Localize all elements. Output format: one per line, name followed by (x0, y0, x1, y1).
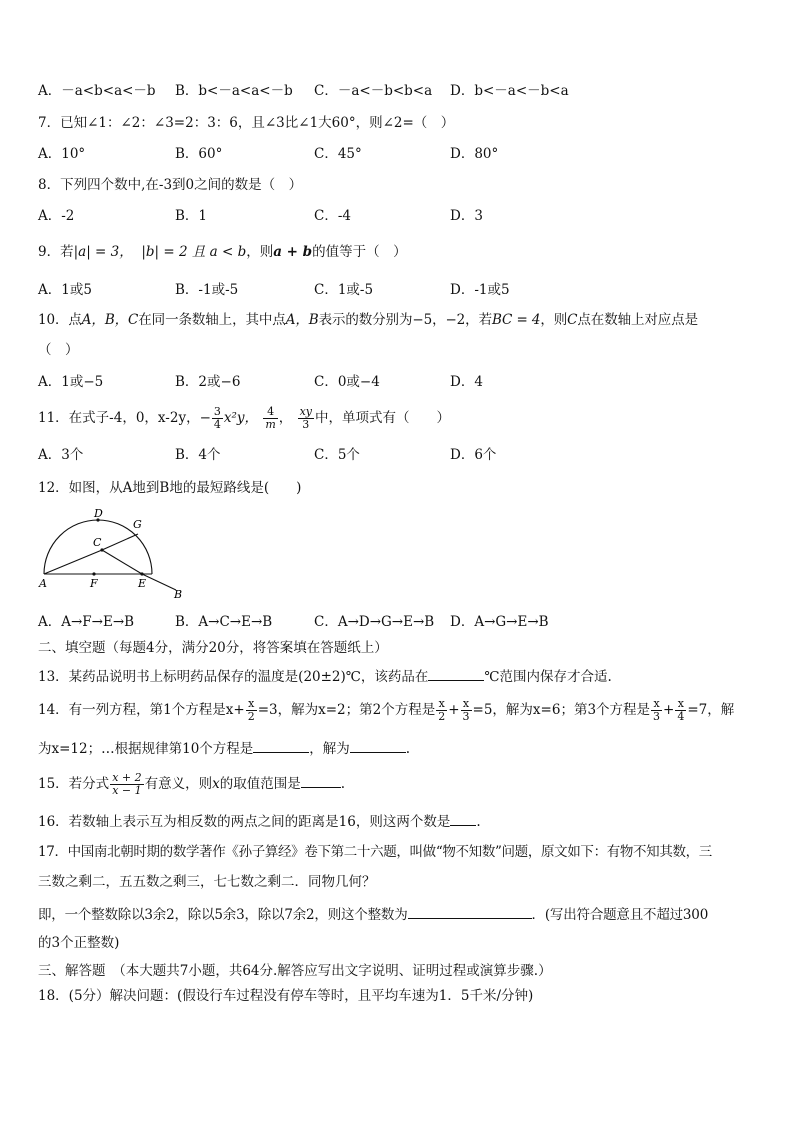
q15-text-d: . (340, 776, 346, 792)
q17-answer-blank[interactable] (408, 904, 532, 919)
q14-frac-5 (675, 698, 686, 723)
section-2-heading: 二、填空题（每题4分，满分20分，将答案填在答题纸上） (38, 640, 388, 656)
q11-option-b: B．4个 (175, 447, 221, 463)
q12-option-c: C．A→D→G→E→B (314, 614, 435, 630)
q15-text-b: 有意义，则 (144, 776, 213, 792)
q11-option-a: A．3个 (38, 447, 84, 463)
q10-stem (38, 311, 698, 329)
q10-stem-e: 点在数轴上对应点是 (577, 312, 699, 328)
q14-frac-4 (651, 698, 662, 723)
q10-stem-c: 表示的数分别为−5，−2，若 (318, 312, 492, 328)
label-a: A (39, 577, 47, 590)
q9-prefix: 9．若 (38, 244, 74, 260)
q15-answer-blank[interactable] (301, 773, 341, 788)
q7-stem: 7．已知∠1：∠2：∠3=2：3：6，且∠3比∠1大60°，则∠2=（ ） (38, 115, 455, 131)
q12-stem: 12．如图，从A地到B地的最短路线是( ) (38, 480, 302, 496)
q10-option-b: B．2或−6 (175, 374, 241, 390)
q13-text-b: ℃范围内保存才合适. (484, 669, 612, 685)
q8-option-b: B．1 (175, 208, 208, 224)
q14-solution-blank[interactable] (350, 738, 406, 753)
label-b: B (174, 588, 183, 601)
q6-option-a: A．－a<b<a<－b (38, 83, 156, 99)
q14-text-b: =3，解为x=2；第2个方程是 (257, 702, 436, 718)
q14-f3-num: x (461, 698, 472, 711)
q8-option-c: C．-4 (314, 208, 351, 224)
label-g: G (133, 518, 142, 531)
q14-line2-b: ，解为 (309, 741, 350, 757)
q14-plus-1: + (448, 702, 460, 718)
label-c: C (93, 536, 102, 549)
q11-frac1-den: 4 (213, 418, 221, 431)
segment-ac (44, 550, 102, 574)
q8-option-a: A．-2 (38, 208, 75, 224)
q9-option-a: A．1或5 (38, 282, 92, 298)
q14-line1 (38, 694, 734, 726)
q14-text-a: 14．有一列方程，第1个方程是x+ (38, 702, 245, 718)
q9-middle: ，则 (246, 244, 274, 260)
q7-option-b: B．60° (175, 146, 223, 162)
q11-frac1-tail: x²y， (223, 410, 259, 426)
q8-option-d: D．3 (450, 208, 483, 224)
q7-option-c: C．45° (314, 146, 362, 162)
q15-fraction (110, 772, 143, 797)
q11-frac1-num: 3 (213, 405, 221, 418)
q14-text-d: =7，解 (687, 702, 735, 718)
q10-option-d: D．4 (450, 374, 483, 390)
q15-num: x + 2 (112, 771, 142, 784)
q17-line2: 三数之剩二，五五数之剩三，七七数之剩二．同物几何？ (38, 874, 376, 890)
q9-abs-b: |b| = 2 且 a < b (141, 244, 247, 260)
label-f: F (90, 577, 98, 590)
q10-condition: BC = 4 (491, 312, 541, 328)
q15-stem (38, 766, 345, 802)
q14-plus-2: + (663, 702, 675, 718)
q14-f5-den: 4 (677, 710, 685, 723)
q14-frac-1 (246, 698, 257, 723)
q11-option-d: D．6个 (450, 447, 497, 463)
q14-f4-den: 3 (653, 710, 661, 723)
q17-line3 (38, 904, 708, 924)
q14-f5-num: x (675, 698, 686, 711)
q16-text-a: 16．若数轴上表示互为相反数的两点之间的距离是16，则这两个数是 (38, 814, 451, 830)
q11-stem: 11．在式子-4，0，x-2y，− $\frac{3}{4}$ x²y， $\frac{4}{m}$ ， $\frac{xy}{3}$ 中，单项式有（ ） (38, 405, 450, 431)
q14-equation-blank[interactable] (253, 738, 309, 753)
q16-stem (38, 811, 481, 831)
q7-option-d: D．80° (450, 146, 499, 162)
q9-option-b: B．-1或-5 (175, 282, 239, 298)
q14-f4-num: x (651, 698, 662, 711)
q10-stem-b: 在同一条数轴上，其中点 (138, 312, 286, 328)
q11-frac2-den: m (265, 418, 276, 431)
q10-option-a: A．1或−5 (38, 374, 104, 390)
q11-frac3-num: xy (299, 405, 312, 418)
q15-den: x − 1 (112, 784, 142, 797)
q14-frac-2 (436, 698, 447, 723)
q6-option-b: B．b<－a<a<－b (175, 83, 293, 99)
segment-cg (102, 534, 138, 550)
q14-f3-den: 3 (462, 710, 470, 723)
q10-point-c: C (567, 312, 578, 328)
q11-prefix: 11．在式子-4，0，x-2y， (38, 410, 200, 426)
q12-option-b: B．A→C→E→B (175, 614, 273, 630)
q14-text-c: =5，解为x=6；第3个方程是 (472, 702, 651, 718)
label-d: D (94, 507, 103, 520)
q18-stem: 18．(5分）解决问题：(假设行车过程没有停车等时，且平均车速为1．5千米/分钟) (38, 988, 534, 1004)
q10-stem-line2: （ ） (38, 342, 79, 358)
q13-text-a: 13．某药品说明书上标明药品保存的温度是(20±2)℃，该药品在 (38, 669, 429, 685)
q10-stem-d: ，则 (540, 312, 568, 328)
q11-suffix: 中，单项式有（ ） (315, 410, 450, 426)
q15-text-a: 15．若分式 (38, 776, 110, 792)
q14-f2-num: x (436, 698, 447, 711)
q8-stem: 8．下列四个数中,在-3到0之间的数是（ ） (38, 177, 303, 193)
q9-abs-a: |a| = 3， (73, 244, 133, 260)
point-f (92, 572, 95, 575)
q9-option-d: D．-1或5 (450, 282, 510, 298)
q15-text-c: 的取值范围是 (219, 776, 301, 792)
q11-fraction-1 (212, 406, 223, 431)
q14-frac-3 (461, 698, 472, 723)
q11-frac3-den: 3 (302, 418, 310, 431)
q9-expr: a + b (273, 244, 313, 260)
q10-option-c: C．0或−4 (314, 374, 380, 390)
q17-line3-b: ．(写出符合题意且不超过300 (531, 907, 709, 923)
q10-stem-a: 10．点 (38, 312, 82, 328)
q11-option-c: C．5个 (314, 447, 360, 463)
q6-option-c: C．－a<－b<b<a (314, 83, 433, 99)
q17-line1: 17．中国南北朝时期的数学著作《孙子算经》卷下第二十六题，叫做“物不知数”问题，原文如下：有物不知其数，三 (38, 844, 712, 860)
q9-suffix: 的值等于（ ） (312, 244, 407, 260)
q13-answer-blank[interactable] (428, 666, 484, 681)
q17-line3-a: 即，一个整数除以3余2，除以5余3，除以7余2，则这个整数为 (38, 907, 408, 923)
q16-text-b: . (476, 814, 481, 830)
segment-eb (142, 574, 176, 590)
q10-points-2: A，B (285, 312, 319, 328)
q17-line4: 的3个正整数) (38, 935, 120, 951)
q9-option-c: C．1或-5 (314, 282, 374, 298)
q7-option-a: A．10° (38, 146, 86, 162)
q9-stem (38, 243, 407, 261)
q14-line2-c: . (405, 741, 411, 757)
q11-frac2-num: 4 (263, 406, 277, 419)
q12-option-d: D．A→G→E→B (450, 614, 549, 630)
point-e (140, 572, 143, 575)
q12-figure (34, 506, 194, 602)
q14-f2-den: 2 (438, 710, 446, 723)
section-3-heading: 三、解答题 （本大题共7小题，共64分.解答应写出文字说明、证明过程或演算步骤.） (38, 963, 552, 979)
q6-option-d: D．b<－a<－b<a (450, 83, 569, 99)
q11-fraction-2 (263, 406, 277, 431)
q12-option-a: A．A→F→E→B (38, 614, 135, 630)
q10-points: A，B，C (81, 312, 139, 328)
segment-ce (102, 550, 142, 574)
q14-f1-num: x (246, 698, 257, 711)
q14-line2 (38, 738, 410, 758)
q15-var-x: x (212, 776, 220, 792)
q11-fraction-3 (298, 406, 314, 431)
q13-stem (38, 666, 612, 686)
label-e: E (138, 577, 147, 590)
q14-f1-den: 2 (247, 710, 255, 723)
q14-line2-a: 为x=12；…根据规律第10个方程是 (38, 741, 254, 757)
q16-answer-blank[interactable] (450, 811, 476, 826)
